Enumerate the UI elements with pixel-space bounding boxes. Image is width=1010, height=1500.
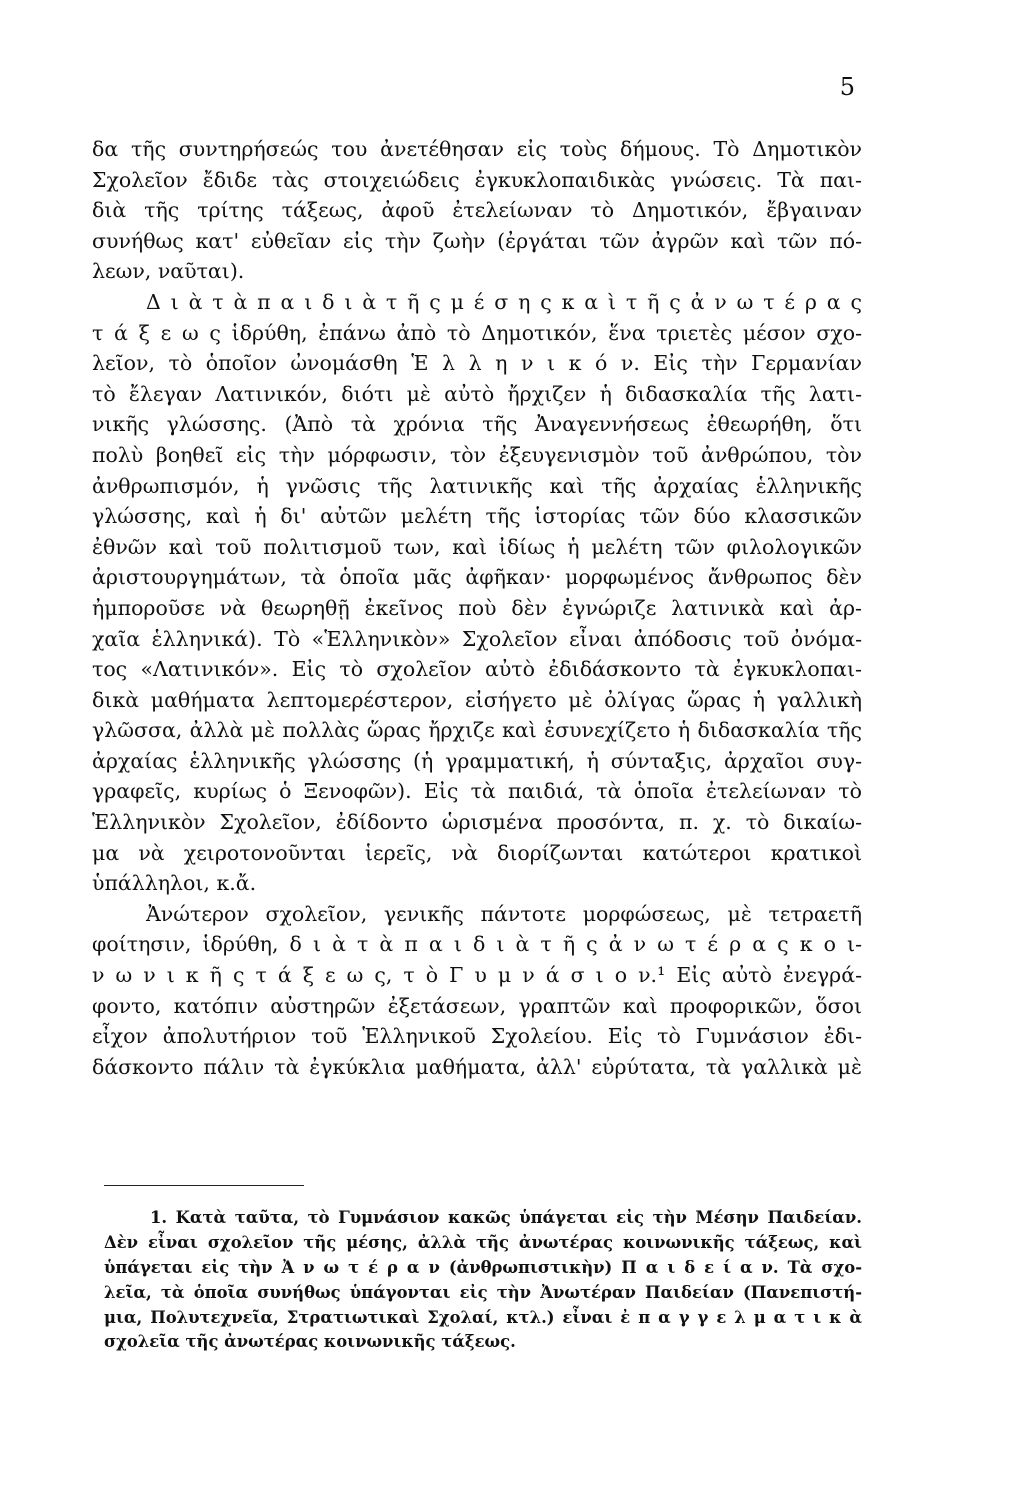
text-line: νικῆς γλώσσης. (Ἀπὸ τὰ χρόνια τῆς Ἀναγεννήσεως ἐθεωρήθη, ὅτι <box>92 412 862 437</box>
text-line: ἀνθρωπισμόν, ἡ γνῶσις τῆς λατινικῆς καὶ τῆς ἀρχαίας ἑλληνικῆς <box>92 473 862 498</box>
text-line: γραφεῖς, κυρίως ὁ Ξενοφῶν). Εἰς τὰ παιδιά, τὰ ὁποῖα ἐτελείωναν τὸ <box>92 779 862 804</box>
text-line: ἐθνῶν καὶ τοῦ πολιτισμοῦ των, καὶ ἰδίως ἡ μελέτη τῶν φιλολογικῶν <box>92 534 862 559</box>
text-line: δα τῆς συντηρήσεώς του ἀνετέθησαν εἰς τοὺς δήμους. Τὸ Δημοτικὸν <box>92 137 862 161</box>
footnote-line: ὑπάγεται εἰς τὴν Ἀ ν ω τ έ ρ α ν (ἀνθρωπιστικὴν) Π α ι δ ε ί α ν. Τὰ σχο- <box>104 1257 862 1277</box>
footnote-separator <box>104 1185 304 1186</box>
text-line: τ ά ξ ε ω ς ἱδρύθη, ἐπάνω ἀπὸ τὸ Δημοτικόν, ἕνα τριετὲς μέσον σχο- <box>92 320 862 345</box>
text-line: γλῶσσα, ἀλλὰ μὲ πολλὰς ὥρας ἤρχιζε καὶ ἐσυνεχίζετο ἡ διδασκαλία τῆς <box>92 718 862 743</box>
text-line: Ἀνώτερον σχολεῖον, γενικῆς πάντοτε μορφώσεως, μὲ τετραετῆ <box>146 901 862 926</box>
footnote <box>104 1206 862 1355</box>
text-line: πολὺ βοηθεῖ εἰς τὴν μόρφωσιν, τὸν ἐξευγενισμὸν τοῦ ἀνθρώπου, τὸν <box>92 442 862 467</box>
text-line: συνήθως κατ' εὐθεῖαν εἰς τὴν ζωὴν (ἐργάται τῶν ἀγρῶν καὶ τῶν πό- <box>92 228 862 253</box>
text-line: ἀριστουργημάτων, τὰ ὁποῖα μᾶς ἀφῆκαν· μορφωμένος ἄνθρωπος δὲν <box>92 565 862 590</box>
text-line: Δ ι ὰ τ ὰ π α ι δ ι ὰ τ ῆ ς μ έ σ η ς κ α ὶ τ ῆ ς ἀ ν ω τ έ ρ α ς <box>146 289 862 314</box>
text-line: ἀρχαίας ἑλληνικῆς γλώσσης (ἡ γραμματική, ἡ σύνταξις, ἀρχαῖοι συγ- <box>92 748 862 773</box>
text-line: εἶχον ἀπολυτήριον τοῦ Ἑλληνικοῦ Σχολείου. Εἰς τὸ Γυμνάσιον ἐδι- <box>92 1024 862 1049</box>
footnote-line: λεῖα, τὰ ὁποῖα συνήθως ὑπάγονται εἰς τὴν Ἀνωτέραν Παιδείαν (Πανεπιστή- <box>104 1282 862 1302</box>
text-line: χαῖα ἑλληνικά). Τὸ «Ἑλληνικὸν» Σχολεῖον εἶναι ἀπόδοσις τοῦ ὀνόμα- <box>92 626 862 651</box>
text-line: φοίτησιν, ἱδρύθη, δ ι ὰ τ ὰ π α ι δ ι ὰ τ ῆ ς ἀ ν ω τ έ ρ α ς κ ο ι- <box>92 932 862 957</box>
body-text <box>92 134 862 1082</box>
text-line: ἠμποροῦσε νὰ θεωρηθῇ ἐκεῖνος ποὺ δὲν ἐγνώριζε λατινικὰ καὶ ἀρ- <box>92 595 862 620</box>
footnote-line: 1. Κατὰ ταῦτα, τὸ Γυμνάσιον κακῶς ὑπάγεται εἰς τὴν Μέσην Παιδείαν. <box>150 1208 862 1227</box>
text-line: λεῖον, τὸ ὁποῖον ὠνομάσθη Ἑ λ λ η ν ι κ ό ν. Εἰς τὴν Γερμανίαν <box>92 351 862 376</box>
footnote-line: σχολεῖα τῆς ἀνωτέρας κοινωνικῆς τάξεως. <box>104 1332 516 1352</box>
text-line: διὰ τῆς τρίτης τάξεως, ἀφοῦ ἐτελείωναν τὸ Δημοτικόν, ἔβγαιναν <box>92 198 862 223</box>
text-line: γλώσσης, καὶ ἡ δι' αὐτῶν μελέτη τῆς ἱστορίας τῶν δύο κλασσικῶν <box>92 504 862 529</box>
text-line: ὑπάλληλοι, κ.ἄ. <box>92 871 257 896</box>
text-line: Ἑλληνικὸν Σχολεῖον, ἐδίδοντο ὡρισμένα προσόντα, π. χ. τὸ δικαίω- <box>92 810 862 835</box>
text-line: φοντο, κατόπιν αὐστηρῶν ἐξετάσεων, γραπτῶν καὶ προφορικῶν, ὅσοι <box>92 993 862 1018</box>
text-line: Σχολεῖον ἔδιδε τὰς στοιχειώδεις ἐγκυκλοπαιδικὰς γνώσεις. Τὰ παι- <box>92 167 862 192</box>
text-line: λεων, ναῦται). <box>92 259 245 284</box>
text-line: δικὰ μαθήματα λεπτομερέστερον, εἰσήγετο μὲ ὀλίγας ὥρας ἡ γαλλικὴ <box>92 687 862 712</box>
page-number: 5 <box>839 73 855 101</box>
text-line: ν ω ν ι κ ῆ ς τ ά ξ ε ω ς, τ ὸ Γ υ μ ν ά σ ι ο ν.¹ Εἰς αὐτὸ ἐνεγρά- <box>92 963 862 988</box>
text-line: τὸ ἔλεγαν Λατινικόν, διότι μὲ αὐτὸ ἤρχιζεν ἡ διδασκαλία τῆς λατι- <box>92 381 862 406</box>
footnote-line: μια, Πολυτεχνεῖα, Στρατιωτικαὶ Σχολαί, κτλ.) εἶναι ἐ π α γ γ ε λ μ α τ ι κ ὰ <box>104 1307 862 1327</box>
footnote-line: Δὲν εἶναι σχολεῖον τῆς μέσης, ἀλλὰ τῆς ἀνωτέρας κοινωνικῆς τάξεως, καὶ <box>104 1232 862 1252</box>
text-line: τος «Λατινικόν». Εἰς τὸ σχολεῖον αὐτὸ ἐδιδάσκοντο τὰ ἐγκυκλοπαι- <box>92 657 862 682</box>
text-line: δάσκοντο πάλιν τὰ ἐγκύκλια μαθήματα, ἀλλ' εὐρύτατα, τὰ γαλλικὰ μὲ <box>92 1054 862 1079</box>
text-line: μα νὰ χειροτονοῦνται ἱερεῖς, νὰ διορίζωνται κατώτεροι κρατικοὶ <box>92 840 862 865</box>
